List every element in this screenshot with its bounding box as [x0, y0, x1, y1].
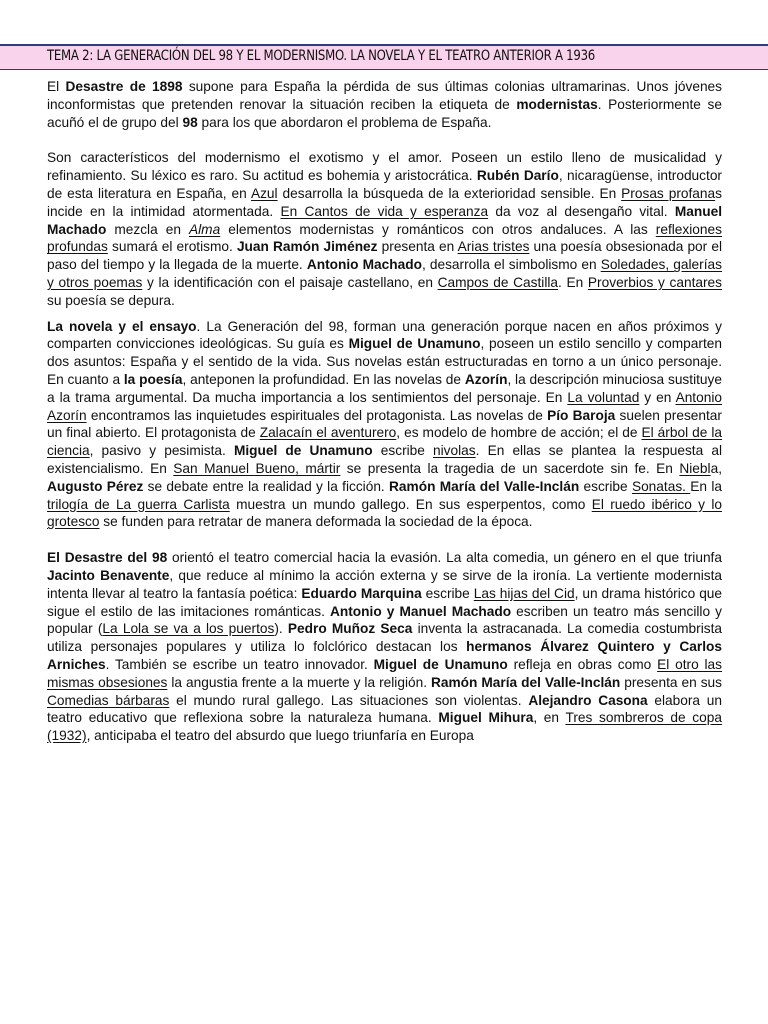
author-name: El Desastre del 98	[47, 550, 168, 566]
text-run: , que reduce al mínimo la acción externa y se sirve de la ironía. La vertiente modernista intenta llevar al teatro la fantasía poética:	[47, 567, 722, 601]
author-name: Miguel de Unamuno	[233, 443, 373, 459]
work-title: Azul	[250, 185, 278, 201]
author-name: La novela y el ensayo	[47, 318, 197, 334]
paragraph-modernismo	[47, 149, 722, 309]
text-run: mezcla en	[106, 221, 189, 237]
work-title: El árbol de la ciencia	[47, 425, 722, 459]
text-run: sumará el erotismo.	[107, 239, 237, 255]
work-title: Prosas profana	[621, 185, 716, 201]
author-name: Rubén Darío	[476, 168, 559, 184]
text-run: se funden para retratar de manera deformada la sociedad de la época.	[99, 514, 533, 530]
work-title: El ruedo ibérico y lo grotesco	[47, 496, 722, 530]
author-name: Augusto Pérez	[47, 478, 144, 494]
work-title: La Lola se va a los puertos	[102, 621, 275, 637]
text-run: escribe	[579, 478, 632, 494]
text-run: la angustia frente a la muerte y la religión.	[167, 674, 432, 690]
text-run: , nicaragüense, introductor de esta literatura en España, en	[47, 168, 722, 201]
author-name: Desastre de 1898	[65, 79, 183, 94]
text-run: escribe	[372, 443, 434, 459]
author-name: Pedro Muñoz Seca	[287, 621, 413, 637]
author-name: Ramón María del Valle-Inclán	[431, 674, 621, 690]
text-run: desarrolla la búsqueda de la exterioridad sensible. En	[277, 185, 622, 201]
author-name: modernistas	[516, 96, 598, 112]
author-name: Juan Ramón Jiménez	[236, 239, 378, 255]
text-run: escriben un teatro más sencillo y popular (	[47, 603, 722, 637]
text-run: . También se escribe un teatro innovador.	[105, 656, 374, 672]
author-name: Miguel de Unamuno	[348, 336, 481, 352]
text-run: , un drama histórico que sigue el estilo de las imitaciones románticas.	[47, 585, 723, 619]
work-title: Arias tristes	[457, 239, 530, 255]
text-run: refleja en obras como	[507, 656, 658, 672]
text-run: presenta en	[377, 239, 458, 255]
text-run: el mundo rural gallego. Las situaciones son violentas.	[169, 692, 529, 708]
text-run: elementos modernistas y románticos con otros andaluces. A las	[220, 221, 656, 237]
text-run: El	[47, 79, 66, 94]
text-run: , desarrolla el simbolismo en	[421, 257, 601, 273]
text-run: se debate entre la realidad y la ficción.	[143, 478, 390, 494]
text-run: . En ellas se plantea la respuesta al existencialismo. En	[47, 443, 723, 476]
work-title: Soledades, galerías y otros poemas	[47, 257, 722, 290]
text-run: , poseen un estilo sencillo y comparten dos asuntos: España y el sentido de la vida. Sus novelas están estructuradas en torno a un único personaje. En cuanto a	[47, 336, 722, 387]
author-name: Manuel Machado	[47, 203, 722, 237]
text-run: inventa la astracanada. La comedia costumbrista utiliza personajes populares y utiliza lo folclórico destacan los	[47, 621, 722, 655]
text-run: , pasivo y pesimista.	[89, 443, 234, 459]
text-run: En la	[690, 478, 722, 494]
text-run: y en	[639, 389, 676, 405]
text-run: . Posteriormente se acuñó el de grupo del	[47, 96, 722, 130]
text-run: muestra un mundo gallego. En sus esperpentos, como	[229, 496, 592, 512]
author-name: Antonio Machado	[306, 257, 422, 273]
author-name: hermanos Álvarez Quintero y Carlos Arniches	[47, 639, 722, 672]
title-bar	[0, 44, 768, 70]
paragraph-teatro	[47, 549, 722, 745]
author-name: la poesía	[123, 371, 183, 387]
work-title: Comedias bárbaras	[47, 692, 170, 708]
text-run: da voz al desengaño vital.	[488, 203, 675, 219]
author-name: 98	[182, 114, 198, 130]
text-run: escribe	[421, 585, 474, 601]
author-name: Ramón María del Valle-Inclán	[389, 478, 580, 494]
text-run: su poesía se depura.	[47, 292, 175, 308]
work-title: Campos de Castilla	[437, 274, 559, 290]
text-run: y la identificación con el paisaje castellano, en	[142, 274, 438, 290]
text-run: Son característicos del modernismo el exotismo y el amor. Poseen un estilo lleno de musicalidad y refinamiento. Su léxico es raro. Su actitud es bohemia y aristocrática.	[47, 150, 722, 184]
text-run: elabora un teatro educativo que reflexiona sobre la naturaleza humana.	[47, 692, 723, 726]
author-name: Miguel de Unamuno	[373, 656, 508, 672]
work-title: Sonatas.	[631, 478, 691, 494]
page-title: TEMA 2: LA GENERACIÓN DEL 98 Y EL MODERNISMO. LA NOVELA Y EL TEATRO ANTERIOR A 1936	[47, 48, 595, 64]
text-run: presenta en sus	[620, 674, 722, 690]
text-run: para los que abordaron el problema de España.	[197, 114, 492, 130]
text-run: . En	[558, 274, 588, 290]
text-run: ).	[274, 621, 288, 637]
work-title: Antonio Azorín	[47, 389, 722, 423]
author-name: Eduardo Marquina	[301, 585, 422, 601]
text-run: a,	[710, 460, 722, 476]
work-title: Tres sombreros de copa (1932)	[47, 710, 722, 744]
text-run: , anteponen la profundidad. En las novelas de	[182, 371, 465, 387]
document-body	[47, 78, 722, 745]
text-run: supone para España la pérdida de sus últimas colonias ultramarinas. Unos jóvenes inconformistas que pretenden renovar la situación reciben la etiqueta de	[47, 79, 723, 112]
author-name: Miguel Mihura	[438, 710, 534, 726]
author-name: Azorín	[464, 371, 508, 387]
text-run: orientó el teatro comercial hacia la evasión. La alta comedia, un género en el que triunfa	[167, 550, 722, 566]
work-title: El otro las mismas obsesiones	[47, 656, 723, 690]
text-run: , en	[533, 710, 566, 726]
work-title: trilogía de La guerra Carlista	[47, 496, 230, 512]
text-run: encontramos las inquietudes espirituales del protagonista. Las novelas de	[86, 407, 548, 423]
text-run: , anticipaba el teatro del absurdo que luego triunfaría en Europa	[86, 728, 474, 744]
author-name: Alejandro Casona	[528, 692, 648, 708]
text-run: se presenta la tragedia de un sacerdote sin fe. En	[340, 460, 680, 476]
paragraph-desastre	[47, 78, 722, 131]
text-run: , la descripción minuciosa sustituye a la trama argumental. Da mucha importancia a los sentimientos del personaje. En	[47, 371, 722, 405]
work-title: nivolas	[433, 443, 476, 459]
author-name: Pío Baroja	[547, 407, 616, 423]
author-name: Antonio y Manuel Machado	[329, 603, 512, 619]
work-title: En Cantos de vida y esperanza	[280, 203, 489, 219]
text-run: s incide en la intimidad atormentada.	[47, 185, 722, 219]
work-title: Proverbios y cantares	[587, 274, 723, 290]
work-title: La voluntad	[567, 389, 640, 405]
paragraph-novela-ensayo	[47, 318, 722, 532]
work-title: Niebl	[679, 460, 711, 476]
work-title: reflexiones profundas	[47, 221, 722, 255]
work-title: San Manuel Bueno, mártir	[173, 460, 341, 476]
work-title: Las hijas del Cid	[473, 585, 575, 601]
work-title: Zalacaín el aventurero	[259, 425, 397, 441]
text-run: suelen presentar un final abierto. El protagonista de	[47, 407, 722, 441]
text-run: . La Generación del 98, forman una generación porque nacen en años próximos y comparten convicciones ideológicas. Su guía es	[47, 318, 723, 352]
text-run: una poesía obsesionada por el paso del tiempo y la llegada de la muerte.	[47, 239, 722, 273]
author-name: Jacinto Benavente	[47, 567, 170, 583]
text-run: , es modelo de hombre de acción; el de	[396, 425, 642, 441]
work-title: Alma	[189, 221, 221, 237]
